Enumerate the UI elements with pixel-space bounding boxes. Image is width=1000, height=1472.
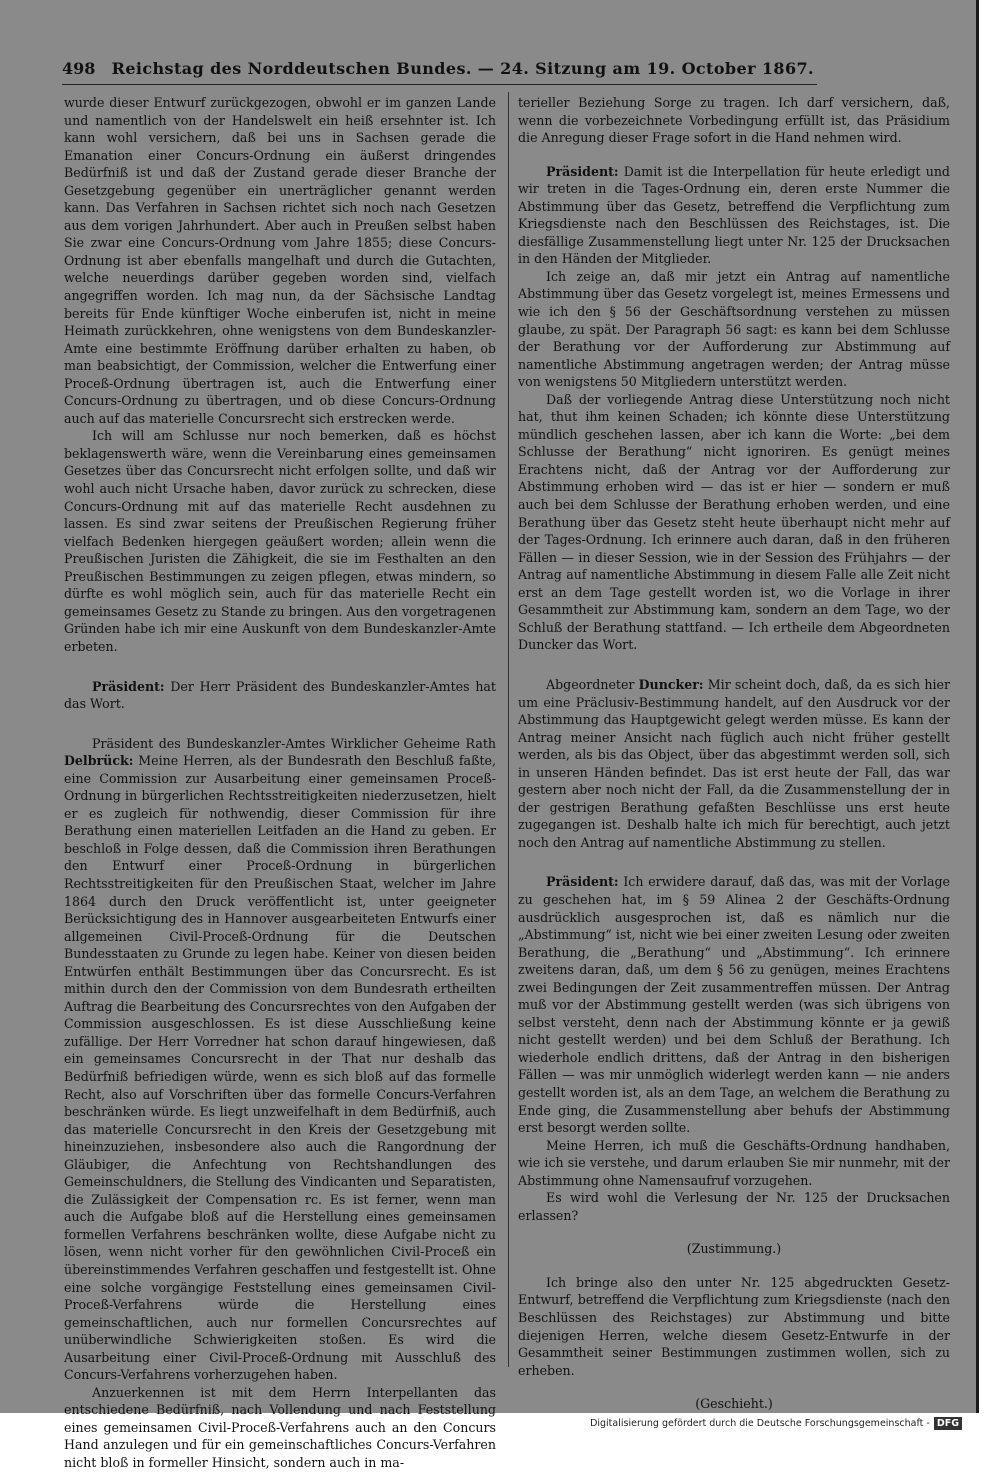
- speaker-name: Delbrück:: [64, 753, 134, 769]
- speech-duncker: [518, 676, 950, 851]
- speech-text: Mir scheint doch, daß, da es sich hier um eine Präclusiv-Bestimmung handelt, auf den Ausdruck vor der Abstimmung das Hauptgewicht gelegt werden müsse. Es kann der Antrag meiner Ansicht nach füglich auch nicht früher gestellt werden, als bis das Object, über das abgestimmt werden soll, sich in unseren Händen befindet. Das ist erst heute der Fall, das war gestern aber noch nicht der Fall, da die Zusammenstellung der in der gestrigen Berathung gefaßten Beschlüsse uns erst heute zugegangen ist. Deshalb halte ich mich für berechtigt, auch jetzt noch den Antrag auf namentliche Abstimmung zu stellen.: [518, 676, 950, 850]
- speech-text: Damit ist die Interpellation für heute erledigt und wir treten in die Tages-Ordnung ein, deren erste Nummer die Abstimmung über das Gesetz, betreffend die Verpflichtung zum Kriegsdienste nach den Beschlüssen des Reichstages, ist. Die diesfällige Zusammenstellung liegt unter Nr. 125 der Drucksachen in den Händen der Mitglieder.: [518, 163, 950, 267]
- speaker-name: Präsident:: [92, 678, 165, 694]
- paragraph: terieller Beziehung Sorge zu tragen. Ich darf versichern, daß, wenn die vorbezeichnete Vorbedingung erfüllt ist, das Präsidium die Anregung dieser Frage sofort in die Hand nehmen wird.: [518, 95, 950, 146]
- paragraph: Meine Herren, ich muß die Geschäfts-Ordnung handhaben, wie ich sie verstehe, und darum erlauben Sie mir nunmehr, mit der Abstimmung ohne Namensaufruf vorzugehen.: [518, 1137, 950, 1188]
- footer-credit: [590, 1415, 962, 1432]
- speech-text: Meine Herren, als der Bundesrath den Beschluß faßte, eine Commission zur Ausarbeitung einer gemeinsamen Proceß-Ordnung in bürgerlichen Rechtsstreitigkeiten niederzusetzen, hielt er es zugleich für nothwendig, dieser Commission für ihre Berathung einen materiellen Leitfaden an die Hand zu geben. Er beschloß in Folge dessen, daß die Commission ihren Berathungen den Entwurf einer Proceß-Ordnung in bürgerlichen Rechtsstreitigkeiten für den Preußischen Staat, welcher im Jahre 1864 durch den Druck veröffentlicht ist, unter geeigneter Berücksichtigung des in Hannover ausgearbeiteten Entwurfs einer allgemeinen Civil-Proceß-Ordnung für die Deutschen Bundesstaaten zu Grunde zu legen habe. Keiner von diesen beiden Entwürfen enthält Bestimmungen über das Concursrecht. Es ist mithin durch den der Commission von dem Bundesrath ertheilten Auftrag die Bearbeitung des Concursrechtes von den Aufgaben der Commission ausgeschlossen. Es ist diese Ausschließung keine zufällige. Der Herr Vorredner hat schon darauf hingewiesen, daß ein gemeinsames Concursrecht in der That nur deshalb das Bedürfniß befriedigen würde, wenn es sich bloß auf das formelle Recht, also auf Vorschriften über das formelle Concurs-Verfahren beschränken würde. Es liegt unzweifelhaft in dem Bedürfniß, auch das materielle Concursrecht in den Kreis der Gesetzgebung mit hineinzuziehen, insbesondere also auch die Rangordnung der Gläubiger, die Anfechtung von Rechtshandlungen des Gemeinschuldners, die Stellung des Vindicanten und Separatisten, die Zulässigkeit der Compensation rc. Es ist ferner, wenn man auch die Aufgabe bloß auf die Herstellung eines gemeinsamen formellen Verfahrens beschränken wollte, diese Aufgabe nicht zu lösen, wenn nicht vorher für den gewöhnlichen Civil-Proceß ein übereinstimmendes Verfahren geschaffen und festgestellt ist. Ohne eine solche vorgängige Feststellung eines gemeinsamen Civil-Proceß-Verfahrens würde die Herstellung eines gemeinschaftlichen, auch nur formellen Concursrechtes auf unüberwindliche Schwierigkeiten stoßen. Es wird die Ausarbeitung einer Civil-Proceß-Ordnung mit Ausschluß des Concurs-Verfahrens vorherzugehen haben.: [64, 753, 496, 1383]
- stage-direction: (Geschieht.): [695, 1396, 773, 1412]
- dfg-logo: DFG: [934, 1417, 962, 1430]
- speech-praesident: [64, 678, 496, 713]
- stage-direction: (Zustimmung.): [686, 1241, 782, 1257]
- speaker-title: Präsident des Bundeskanzler-Amtes Wirklicher Geheime Rath: [92, 735, 496, 751]
- speech-praesident: [518, 873, 950, 1136]
- speech-praesident: [518, 163, 950, 268]
- speaker-name: Präsident:: [546, 874, 619, 890]
- page-number: 498: [62, 59, 96, 78]
- speech-text: Ich erwidere darauf, daß das, was mit der Vorlage zu geschehen hat, im § 59 Alinea 2 der Geschäfts-Ordnung ausdrücklich ausgesprochen ist, daß es nämlich nur die „Abstimmung“ ist, nicht wie bei einer zweiten Lesung oder zweiten Berathung, die „Berathung“ und „Abstimmung“. Ich erinnere zweitens daran, daß, um dem § 56 zu genügen, meines Erachtens zwei Bedingungen der Zeit zusammentreffen müssen. Der Antrag muß vor der Abstimmung gestellt werden (was sich übrigens von selbst versteht, denn nach der Abstimmung könnte er ja gewiß nicht gestellt werden) und bei dem Schluß der Berathung. Ich wiederhole endlich drittens, daß der Antrag in den bisherigen Fällen — was mir unmöglich widerlegt werden kann — nie anders gestellt worden ist, als an dem Tage, an welchem die Berathung zu Ende ging, die Zusammenstellung aber behufs der Abstimmung erst besorgt werden sollte.: [518, 874, 950, 1136]
- column-separator: [508, 92, 509, 1367]
- speech-text: Der Herr Präsident des Bundeskanzler-Amtes hat das Wort.: [64, 678, 496, 712]
- paragraph: Ich zeige an, daß mir jetzt ein Antrag auf namentliche Abstimmung über das Gesetz vorgelegt ist, meines Ermessens und wie ich den § 56 der Geschäftsordnung verstehen zu müssen glaube, zu spät. Der Paragraph 56 sagt: es kann bei dem Schlusse der Berathung vor der Aufforderung zur Abstimmung auf namentliche Abstimmung angetragen werden; der Antrag müsse von wenigstens 50 Mitgliedern unterstützt werden.: [518, 268, 950, 390]
- speech-delbrueck: [64, 735, 496, 1384]
- header-title: Reichstag des Norddeutschen Bundes. — 24. Sitzung am 19. October 1867.: [111, 59, 814, 78]
- scan-edge: [976, 0, 979, 1413]
- paragraph: Ich bringe also den unter Nr. 125 abgedruckten Gesetz-Entwurf, betreffend die Verpflichtung zum Kriegsdienste (nach den Beschlüssen des Reichstages) zur Abstimmung und bitte diejenigen Herren, welche diesem Gesetz-Entwurfe in der Gesammtheit seiner Bestimmungen zustimmen wollen, sich zu erheben.: [518, 1274, 950, 1378]
- running-header: [62, 56, 814, 82]
- paragraph: wurde dieser Entwurf zurückgezogen, obwohl er im ganzen Lande und namentlich von der Handelswelt ein heiß ersehnter ist. Ich kann wohl versichern, daß bei uns in Sachsen gerade die Emanation einer Concurs-Ordnung ein äußerst dringendes Bedürfniß ist und daß der Zustand gerade dieser Branche der Gesetzgebung gegenüber ein unerträglicher genannt werden kann. Das Verfahren in Sachsen richtet sich noch nach Gesetzen aus dem vorigen Jahrhundert. Aber auch in Preußen selbst haben Sie zwar eine Concurs-Ordnung vom Jahre 1855; diese Concurs-Ordnung ist aber ebenfalls mangelhaft und durch die Gutachten, welche neuerdings darüber gegeben worden sind, vielfach angegriffen worden. Ich mag nun, da der Sächsische Landtag bereits für Ende künftiger Woche einberufen ist, nicht in meine Heimath zurückkehren, ohne wenigstens von dem Bundeskanzler-Amte eine bestimmte Eröffnung darüber erhalten zu haben, ob man beabsichtigt, der Commission, welcher die Entwerfung einer Proceß-Ordnung übertragen ist, auch die Entwerfung einer Concurs-Ordnung zu übertragen, und ob diese Concurs-Ordnung auch auf das materielle Concursrecht sich erstrecken werde.: [64, 95, 496, 426]
- header-rule: [62, 84, 817, 85]
- paragraph: Anzuerkennen ist mit dem Herrn Interpellanten das entschiedene Bedürfniß, nach Vollendung und nach Feststellung eines gemeinsamen Civil-Proceß-Verfahrens auch an den Concurs Hand anzulegen und für ein gemeinschaftliches Concurs-Verfahren nicht bloß in formeller Hinsicht, sondern auch in ma-: [64, 1384, 496, 1471]
- paragraph: Es wird wohl die Verlesung der Nr. 125 der Drucksachen erlassen?: [518, 1190, 950, 1223]
- paragraph: Ich will am Schlusse nur noch bemerken, daß es höchst beklagenswerth wäre, wenn die Vereinbarung eines gemeinsamen Gesetzes über das Concursrecht nicht erfolgen sollte, und daß wir wohl auch nicht Ursache haben, davor zurück zu schrecken, diese Concurs-Ordnung mit auf das materielle Recht ausdehnen zu lassen. Es sind zwar seitens der Preußischen Regierung früher vielfach Bedenken hiergegen geäußert worden; allein wenn die Preußischen Juristen die Zähigkeit, die sie im Festhalten an den Preußischen Bestimmungen zu zeigen pflegen, etwas mindern, so dürfte es wohl möglich sein, auch für das materielle Recht ein gemeinsames Gesetz zu Stande zu bringen. Aus den vorgetragenen Gründen habe ich mir eine Auskunft von dem Bundeskanzler-Amte erbeten.: [64, 428, 496, 654]
- left-column: [64, 94, 496, 1472]
- speaker-name: Präsident:: [546, 163, 619, 179]
- footer-text: Digitalisierung gefördert durch die Deutsche Forschungsgemeinschaft -: [590, 1418, 930, 1429]
- right-column: [518, 94, 950, 1413]
- paragraph: Daß der vorliegende Antrag diese Unterstützung noch nicht hat, thut ihm keinen Schaden; ich könnte diese Unterstützung mündlich geschehen lassen, aber ich kann die Worte: „bei dem Schlusse der Berathung“ nicht ignoriren. Es genügt meines Erachtens nicht, daß der Antrag vor der Aufforderung zur Abstimmung erhoben wird — das ist er hier — sondern er muß auch bei dem Schlusse der Berathung erhoben werden, und eine Berathung über das Gesetz steht heute überhaupt nicht mehr auf der Tages-Ordnung. Ich erinnere auch daran, daß in den früheren Fällen — in dieser Session, wie in der Session des Frühjahrs — der Antrag auf namentliche Abstimmung in diesem Falle alle Zeit nicht erst an dem Tage gestellt worden ist, wo die Vorlage in ihrer Gesammtheit zur Abstimmung kam, sondern an dem Tage, wo der Schluß der Berathung stattfand. — Ich ertheile dem Abgeordneten Duncker das Wort.: [518, 391, 950, 653]
- speaker-title: Abgeordneter: [546, 676, 639, 692]
- speaker-name: Duncker:: [638, 676, 704, 692]
